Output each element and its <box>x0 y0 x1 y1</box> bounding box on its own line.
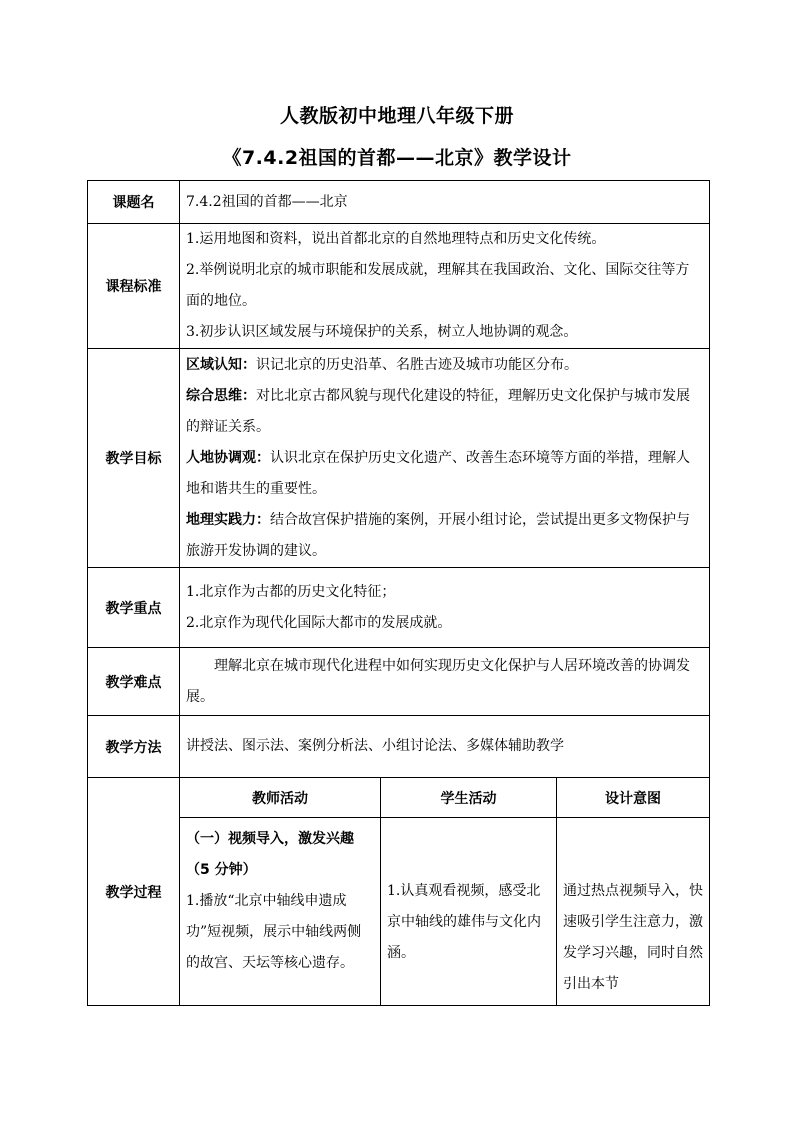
student-activity-text: 1.认真观看视频，感受北京中轴线的雄伟与文化内涵。 <box>387 883 541 961</box>
design-intent-text: 通过热点视频导入，快速吸引学生注意力，激发学习兴趣，同时自然引出本节 <box>563 883 703 992</box>
topic-label: 课题名 <box>88 181 180 224</box>
standard-item: 1.运用地图和资料，说出首都北京的自然地理特点和历史文化传统。 <box>186 231 606 247</box>
topic-value: 7.4.2祖国的首都——北京 <box>180 181 710 224</box>
step-title: （一）视频导入，激发兴趣（5 分钟） <box>186 831 354 878</box>
document-subtitle: 《7.4.2祖国的首都——北京》教学设计 <box>222 147 572 169</box>
key-label: 教学重点 <box>88 568 180 648</box>
row-topic <box>88 181 710 224</box>
row-difficulty <box>88 648 710 716</box>
goal-text: 对比北京古都风貌与现代化建设的特征，理解历史文化保护与城市发展的辩证关系。 <box>186 387 690 435</box>
goal-item <box>186 443 703 505</box>
student-activity-header: 学生活动 <box>381 778 557 818</box>
goals-content <box>180 349 710 568</box>
goal-head: 综合思维： <box>186 387 256 404</box>
standard-item: 2.举例说明北京的城市职能和发展成就，理解其在我国政治、文化、国际交往等方面的地位。 <box>186 262 690 309</box>
goals-label: 教学目标 <box>88 349 180 568</box>
row-process-header <box>88 778 710 818</box>
goal-item <box>186 381 703 443</box>
standard-content <box>180 224 710 349</box>
difficulty-text: 理解北京在城市现代化进程中如何实现历史文化保护与人居环境改善的协调发展。 <box>186 657 690 705</box>
goal-item <box>186 350 703 381</box>
teacher-activity-header: 教师活动 <box>180 778 381 818</box>
goal-text: 认识北京在保护历史文化遗产、改善生态环境等方面的举措，理解人地和谐共生的重要性。 <box>186 449 690 497</box>
row-standard <box>88 224 710 349</box>
difficulty-label: 教学难点 <box>88 648 180 716</box>
goal-text: 结合故宫保护措施的案例，开展小组讨论，尝试提出更多文物保护与旅游开发协调的建议。 <box>186 511 690 559</box>
document-title: 人教版初中地理八年级下册 <box>279 105 514 127</box>
method-label: 教学方法 <box>88 716 180 778</box>
goal-head: 区域认知： <box>186 356 256 373</box>
key-content <box>180 568 710 648</box>
key-item: 2.北京作为现代化国际大都市的发展成就。 <box>186 614 452 631</box>
row-method <box>88 716 710 778</box>
goal-head: 人地协调观： <box>186 449 270 466</box>
student-activity-cell <box>381 818 557 1006</box>
standard-item: 3.初步认识区域发展与环境保护的关系，树立人地协调的观念。 <box>186 324 578 340</box>
goal-item <box>186 505 703 567</box>
row-key <box>88 568 710 648</box>
standard-label: 课程标准 <box>88 224 180 349</box>
process-label: 教学过程 <box>88 778 180 1006</box>
method-content: 讲授法、图示法、案例分析法、小组讨论法、多媒体辅助教学 <box>180 716 710 778</box>
row-goals <box>88 349 710 568</box>
teacher-activity-text: 1.播放“北京中轴线申遗成功”短视频，展示中轴线两侧的故宫、天坛等核心遗存。 <box>186 893 362 971</box>
goal-head: 地理实践力： <box>186 511 270 528</box>
goal-text: 识记北京的历史沿革、名胜古迹及城市功能区分布。 <box>256 356 578 373</box>
row-process-step <box>88 818 710 1006</box>
difficulty-content <box>180 648 710 716</box>
key-item: 1.北京作为古都的历史文化特征； <box>186 583 396 600</box>
lesson-plan-table <box>87 180 710 1006</box>
design-intent-header: 设计意图 <box>557 778 710 818</box>
design-intent-cell <box>557 818 710 1006</box>
teacher-activity-cell <box>180 818 381 1006</box>
